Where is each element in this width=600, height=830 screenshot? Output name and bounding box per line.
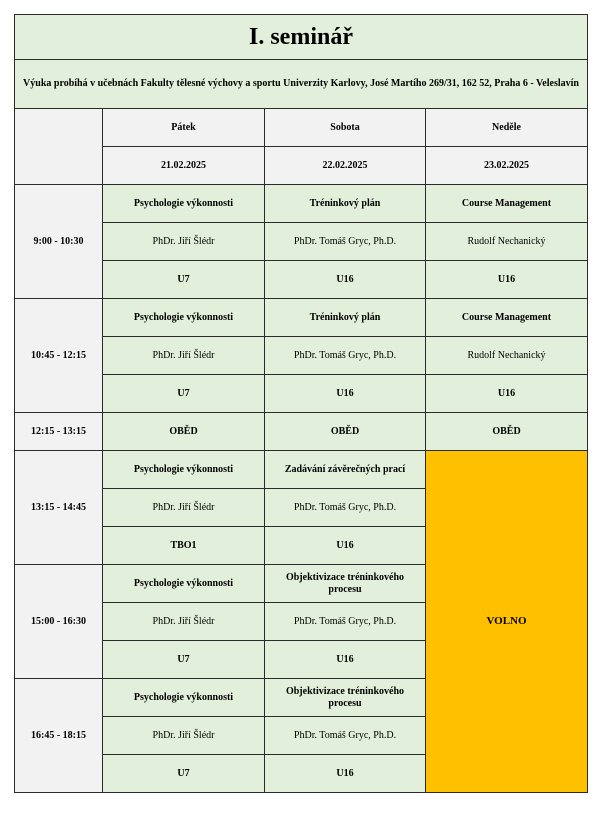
day-date: 23.02.2025	[426, 147, 588, 185]
room-cell: U7	[103, 375, 265, 413]
room-cell: U16	[426, 375, 588, 413]
teacher-cell: Rudolf Nechanický	[426, 223, 588, 261]
lunch-cell: OBĚD	[103, 413, 265, 451]
page-title: I. seminář	[15, 15, 588, 60]
teacher-cell: PhDr. Tomáš Gryc, Ph.D.	[265, 603, 426, 641]
teacher-cell: PhDr. Jiří Šlédr	[103, 489, 265, 527]
subject-cell: Psychologie výkonnosti	[103, 299, 265, 337]
day-date: 21.02.2025	[103, 147, 265, 185]
day-name: Sobota	[265, 109, 426, 147]
time-slot: 15:00 - 16:30	[15, 565, 103, 679]
subject-cell: Course Management	[426, 299, 588, 337]
subject-cell: Psychologie výkonnosti	[103, 451, 265, 489]
corner-cell	[15, 109, 103, 185]
teacher-cell: PhDr. Tomáš Gryc, Ph.D.	[265, 337, 426, 375]
time-slot: 9:00 - 10:30	[15, 185, 103, 299]
subject-cell: Objektivizace tréninkového procesu	[265, 565, 426, 603]
room-cell: U7	[103, 755, 265, 793]
time-slot: 10:45 - 12:15	[15, 299, 103, 413]
teacher-cell: Rudolf Nechanický	[426, 337, 588, 375]
day-name: Neděle	[426, 109, 588, 147]
room-cell: U16	[265, 755, 426, 793]
time-slot: 13:15 - 14:45	[15, 451, 103, 565]
time-slot: 16:45 - 18:15	[15, 679, 103, 793]
day-name: Pátek	[103, 109, 265, 147]
teacher-cell: PhDr. Tomáš Gryc, Ph.D.	[265, 717, 426, 755]
teacher-cell: PhDr. Tomáš Gryc, Ph.D.	[265, 223, 426, 261]
room-cell: U16	[265, 641, 426, 679]
subject-cell: Course Management	[426, 185, 588, 223]
lunch-cell: OBĚD	[265, 413, 426, 451]
subject-cell: Psychologie výkonnosti	[103, 679, 265, 717]
room-cell: U16	[426, 261, 588, 299]
subject-cell: Psychologie výkonnosti	[103, 565, 265, 603]
free-cell: VOLNO	[426, 451, 588, 793]
room-cell: TBO1	[103, 527, 265, 565]
location-note: Výuka probíhá v učebnách Fakulty tělesné výchovy a sportu Univerzity Karlovy, José Martího 269/31, 162 52, Praha 6 - Veleslavín	[15, 60, 588, 109]
room-cell: U16	[265, 375, 426, 413]
subject-cell: Objektivizace tréninkového procesu	[265, 679, 426, 717]
subject-cell: Zadávání závěrečných prací	[265, 451, 426, 489]
subject-cell: Tréninkový plán	[265, 185, 426, 223]
room-cell: U7	[103, 261, 265, 299]
subject-cell: Psychologie výkonnosti	[103, 185, 265, 223]
teacher-cell: PhDr. Jiří Šlédr	[103, 337, 265, 375]
schedule-table	[14, 14, 588, 793]
teacher-cell: PhDr. Jiří Šlédr	[103, 223, 265, 261]
time-slot: 12:15 - 13:15	[15, 413, 103, 451]
lunch-cell: OBĚD	[426, 413, 588, 451]
room-cell: U16	[265, 527, 426, 565]
teacher-cell: PhDr. Jiří Šlédr	[103, 603, 265, 641]
teacher-cell: PhDr. Jiří Šlédr	[103, 717, 265, 755]
room-cell: U16	[265, 261, 426, 299]
room-cell: U7	[103, 641, 265, 679]
teacher-cell: PhDr. Tomáš Gryc, Ph.D.	[265, 489, 426, 527]
day-date: 22.02.2025	[265, 147, 426, 185]
subject-cell: Tréninkový plán	[265, 299, 426, 337]
